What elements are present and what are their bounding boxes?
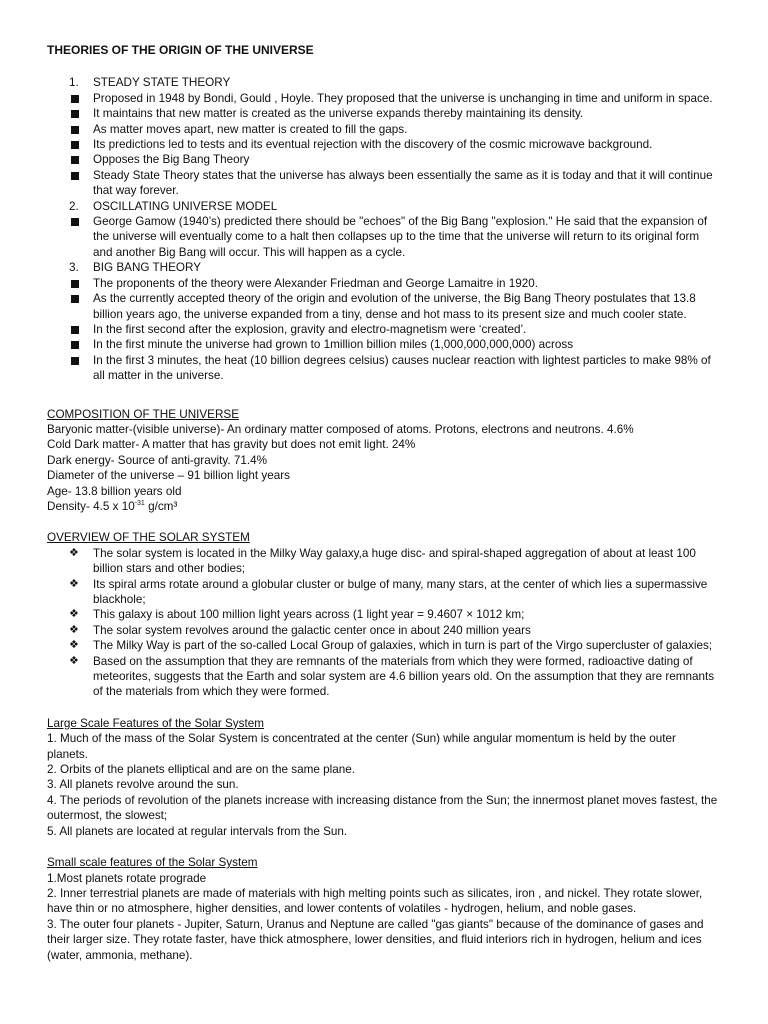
list-item [47,546,719,577]
list-item [47,168,719,199]
large-scale-line: 2. Orbits of the planets elliptical and are on the same plane. [47,763,355,777]
composition-line: Diameter of the universe – 91 billion light years [47,469,290,483]
square-bullet-icon [71,280,79,288]
list-item [47,291,719,322]
list-item [47,577,719,608]
list-item [47,623,719,638]
large-scale-line: 3. All planets revolve around the sun. [47,778,239,792]
solar-overview-heading: OVERVIEW OF THE SOLAR SYSTEM [47,531,250,545]
list-item-text: The solar system revolves around the galactic center once in about 240 million years [93,623,531,637]
document-page [47,43,719,963]
list-item-text: As matter moves apart, new matter is created to fill the gaps. [93,122,408,136]
small-scale-line: 2. Inner terrestrial planets are made of materials with high melting points such as silicates, iron , and nickel. They rotate slower, have thin or no atmosphere, higher densities, and lower contents of volatiles - hydrogen, helium, and noble gases. [47,886,703,916]
section-heading: BIG BANG THEORY [93,261,202,275]
square-bullet-icon [71,172,79,180]
small-scale-line: 3. The outer four planets - Jupiter, Saturn, Uranus and Neptune are called "gas giants" because of the dominance of gases and their larger size. They rotate faster, have thick atmosphere, lower densities, and fluid interiors rich in hydrogen, helium and ices (water, ammonia, methane). [47,917,704,962]
composition-line: Cold Dark matter- A matter that has gravity but does not emit light. 24% [47,438,416,452]
list-item-text: George Gamow (1940’s) predicted there should be "echoes" of the Big Bang "explosion." He said that the expansion of the universe will eventually come to a halt then collapses up to the time that the universe will return to its original form and another Big Bang will occur. This will happen as a cycle. [93,215,708,259]
square-bullet-icon [71,357,79,365]
diamond-bullet-icon: ❖ [69,623,79,636]
square-bullet-icon [71,341,79,349]
density-line [47,499,719,514]
square-bullet-icon [71,218,79,226]
density-unit: g/cm³ [144,499,178,513]
list-item-text: It maintains that new matter is created as the universe expands thereby maintaining its density. [93,107,584,121]
list-number: 2. [69,199,79,213]
list-item [47,276,719,291]
large-scale-line: 5. All planets are located at regular intervals from the Sun. [47,824,348,838]
composition-heading: COMPOSITION OF THE UNIVERSE [47,407,239,421]
small-scale-heading: Small scale features of the Solar System [47,856,258,870]
list-item [47,137,719,152]
diamond-bullet-icon: ❖ [69,546,79,559]
square-bullet-icon [71,156,79,164]
square-bullet-icon [71,326,79,334]
small-scale-line: 1.Most planets rotate prograde [47,871,207,885]
list-item-text: The Milky Way is part of the so-called Local Group of galaxies, which in turn is part of the Virgo supercluster of galaxies; [93,639,713,653]
list-item-text: Its spiral arms rotate around a globular cluster or bulge of many, many stars, at the center of which lies a supermassive blackhole; [93,577,708,606]
composition-line: Dark energy- Source of anti-gravity. 71.4% [47,453,267,467]
list-item [47,337,719,352]
list-item-text: Proposed in 1948 by Bondi, Gould , Hoyle. They proposed that the universe is unchanging in time and uniform in space. [93,91,713,105]
diamond-bullet-icon: ❖ [69,639,79,652]
list-number: 1. [69,76,79,90]
density-exponent: -31 [134,499,145,507]
list-item-text: The solar system is located in the Milky Way galaxy,a huge disc- and spiral-shaped aggregation of about at least 100 billion stars and other bodies; [93,546,696,576]
large-scale-line: 1. Much of the mass of the Solar System is concentrated at the center (Sun) while angular momentum is held by the outer planets. [47,732,676,761]
square-bullet-icon [71,110,79,118]
list-item-text: Steady State Theory states that the universe has always been essentially the same as it is today and that it will continue that way forever. [93,168,713,198]
diamond-bullet-icon: ❖ [69,654,79,667]
big-bang-heading [47,260,719,275]
square-bullet-icon [71,295,79,303]
oscillating-heading [47,199,719,214]
composition-line: Age- 13.8 billion years old [47,484,182,498]
list-item-text: Its predictions led to tests and its eventual rejection with the discovery of the cosmic microwave background. [93,138,653,152]
list-item-text: This galaxy is about 100 million light years across (1 light year = 9.4607 × 1012 km; [93,608,525,622]
list-item [47,638,719,653]
list-item-text: The proponents of the theory were Alexander Friedman and George Lamaitre in 1920. [93,276,539,290]
large-scale-heading: Large Scale Features of the Solar System [47,716,264,730]
list-item [47,654,719,700]
list-item-text: In the first second after the explosion, gravity and electro-magnetism were ‘created’. [93,322,527,336]
list-item-text: Based on the assumption that they are remnants of the materials from which they were formed, radioactive dating of meteorites, suggests that the Earth and solar system are 4.6 billion years old. On the assumption that they are remnants of the materials from which they were formed. [93,654,715,699]
document-title: THEORIES OF THE ORIGIN OF THE UNIVERSE [47,43,314,57]
list-item-text: In the first 3 minutes, the heat (10 billion degrees celsius) causes nuclear reaction with lightest particles to make 98% of all matter in the universe. [93,353,711,383]
section-heading: STEADY STATE THEORY [93,76,231,90]
diamond-bullet-icon: ❖ [69,577,79,590]
list-item [47,122,719,137]
large-scale-line: 4. The periods of revolution of the planets increase with increasing distance from the Sun; the innermost planet moves fastest, the outermost, the slowest; [47,793,718,823]
composition-line: Baryonic matter-(visible universe)- An ordinary matter composed of atoms. Protons, electrons and neutrons. 4.6% [47,422,634,436]
list-item-text: Opposes the Big Bang Theory [93,153,250,167]
list-item [47,152,719,167]
list-item [47,322,719,337]
square-bullet-icon [71,141,79,149]
density-text: Density- 4.5 x 10 [47,499,135,513]
list-item [47,214,719,260]
list-item [47,91,719,106]
list-item [47,607,719,622]
square-bullet-icon [71,95,79,103]
list-number: 3. [69,261,79,275]
list-item-text: As the currently accepted theory of the origin and evolution of the universe, the Big Bang Theory postulates that 13.8 billion years ago, the universe expanded from a tiny, dense and hot mass to its present size and much cooler state. [93,292,696,321]
list-item [47,106,719,121]
diamond-bullet-icon: ❖ [69,608,79,621]
list-item-text: In the first minute the universe had grown to 1million billion miles (1,000,000,000,000) across [93,338,574,352]
square-bullet-icon [71,126,79,134]
section-heading: OSCILLATING UNIVERSE MODEL [93,199,278,213]
list-item [47,353,719,384]
steady-state-heading [47,75,719,90]
